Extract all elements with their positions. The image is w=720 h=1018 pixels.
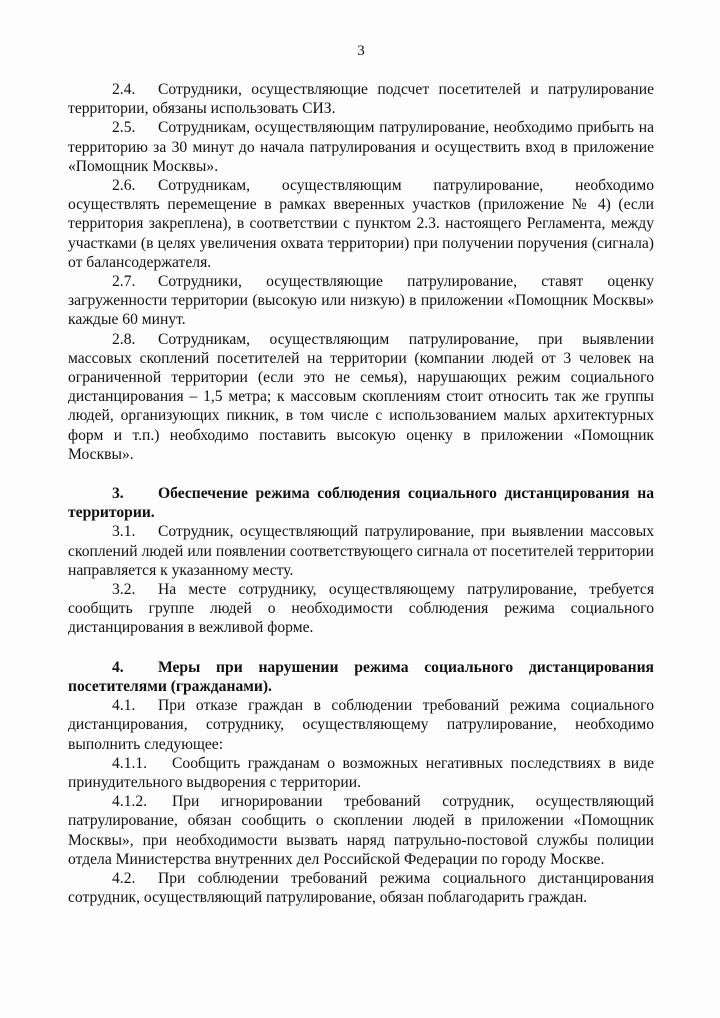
- paragraph-2-4: [68, 80, 654, 118]
- item-number: 3.1.: [112, 523, 136, 541]
- paragraph-3-1: [68, 522, 654, 580]
- section-number: 3.: [112, 485, 124, 503]
- item-text: Сотрудникам, осуществляющим патрулирование, необходимо прибыть на территорию за 30 минут до начала патрулирования и осуществить вход в приложение «Помощник Москвы».: [68, 119, 654, 175]
- item-number: 2.6.: [112, 177, 136, 195]
- item-text: Сообщить гражданам о возможных негативных последствиях в виде принудительного выдворения с территории.: [68, 754, 654, 791]
- paragraph-2-8: [68, 330, 654, 464]
- paragraph-3-2: [68, 580, 654, 638]
- section-3-heading: [68, 484, 654, 522]
- item-text: Сотрудник, осуществляющий патрулирование, при выявлении массовых скоплений людей или появлении соответствующего сигнала от посетителей территории направляется к указанному месту.: [68, 523, 654, 579]
- paragraph-4-1-1: [68, 754, 654, 792]
- paragraph-4-2: [68, 869, 654, 907]
- item-number: 4.2.: [112, 869, 136, 887]
- section-number: 4.: [112, 658, 124, 676]
- item-text: При отказе граждан в соблюдении требований режима социального дистанцирования, сотруднику, осуществляющему патрулирование, необходимо выполнить следующее:: [68, 697, 654, 753]
- item-number: 3.2.: [112, 581, 136, 599]
- item-number: 2.7.: [112, 273, 136, 291]
- section-title: Меры при нарушении режима социального дистанцирования посетителями (гражданами).: [68, 658, 654, 695]
- item-number: 4.1.1.: [112, 754, 148, 772]
- paragraph-4-1: [68, 696, 654, 754]
- paragraph-2-7: [68, 272, 654, 330]
- item-text: Сотрудники, осуществляющие подсчет посетителей и патрулирование территории, обязаны использовать СИЗ.: [68, 81, 654, 118]
- section-title: Обеспечение режима соблюдения социального дистанцирования на территории.: [68, 485, 654, 522]
- item-number: 4.1.2.: [112, 793, 148, 811]
- section-4-heading: [68, 658, 654, 696]
- item-text: При игнорировании требований сотрудник, осуществляющий патрулирование, обязан сообщить о скоплении людей в приложении «Помощник Москвы», при необходимости вызвать наряд патрульно-постовой службы полиции отдела Министерства внутренних дел Российской Федерации по городу Москве.: [68, 793, 654, 868]
- item-number: 2.5.: [112, 119, 136, 137]
- item-text: На месте сотруднику, осуществляющему патрулирование, требуется сообщить группе людей о необходимости соблюдения режима социального дистанцирования в вежливой форме.: [68, 581, 654, 637]
- item-text: Сотрудникам, осуществляющим патрулирование, необходимо осуществлять перемещение в рамках вверенных участков (приложение № 4) (если территория закреплена), в соответствии с пунктом 2.3. настоящего Регламента, между участками (в целях увеличения охвата территории) при получении поручения (сигнала) от балансодержателя.: [68, 177, 654, 271]
- item-text: При соблюдении требований режима социального дистанцирования сотрудник, осуществляющий патрулирование, обязан поблагодарить граждан.: [68, 869, 654, 907]
- item-text: Сотрудникам, осуществляющим патрулирование, при выявлении массовых скоплений посетителей на территории (компании людей от 3 человек на ограниченной территории (если это не семья), нарушающих режим социального дистанцирования – 1,5 метра; к массовым скоплениям стоит относить так же группы людей, организующих пикник, в том числе с использованием малых архитектурных форм и т.п.) необходимо поставить высокую оценку в приложении «Помощник Москвы».: [68, 330, 654, 463]
- paragraph-4-1-2: [68, 792, 654, 869]
- paragraph-2-5: [68, 118, 654, 176]
- item-text: Сотрудники, осуществляющие патрулирование, ставят оценку загруженности территории (высокую или низкую) в приложении «Помощник Москвы» каждые 60 минут.: [68, 273, 654, 329]
- item-number: 4.1.: [112, 697, 136, 715]
- item-number: 2.8.: [112, 330, 136, 348]
- item-number: 2.4.: [112, 81, 136, 98]
- paragraph-2-6: [68, 176, 654, 272]
- page-number: 3: [357, 43, 365, 59]
